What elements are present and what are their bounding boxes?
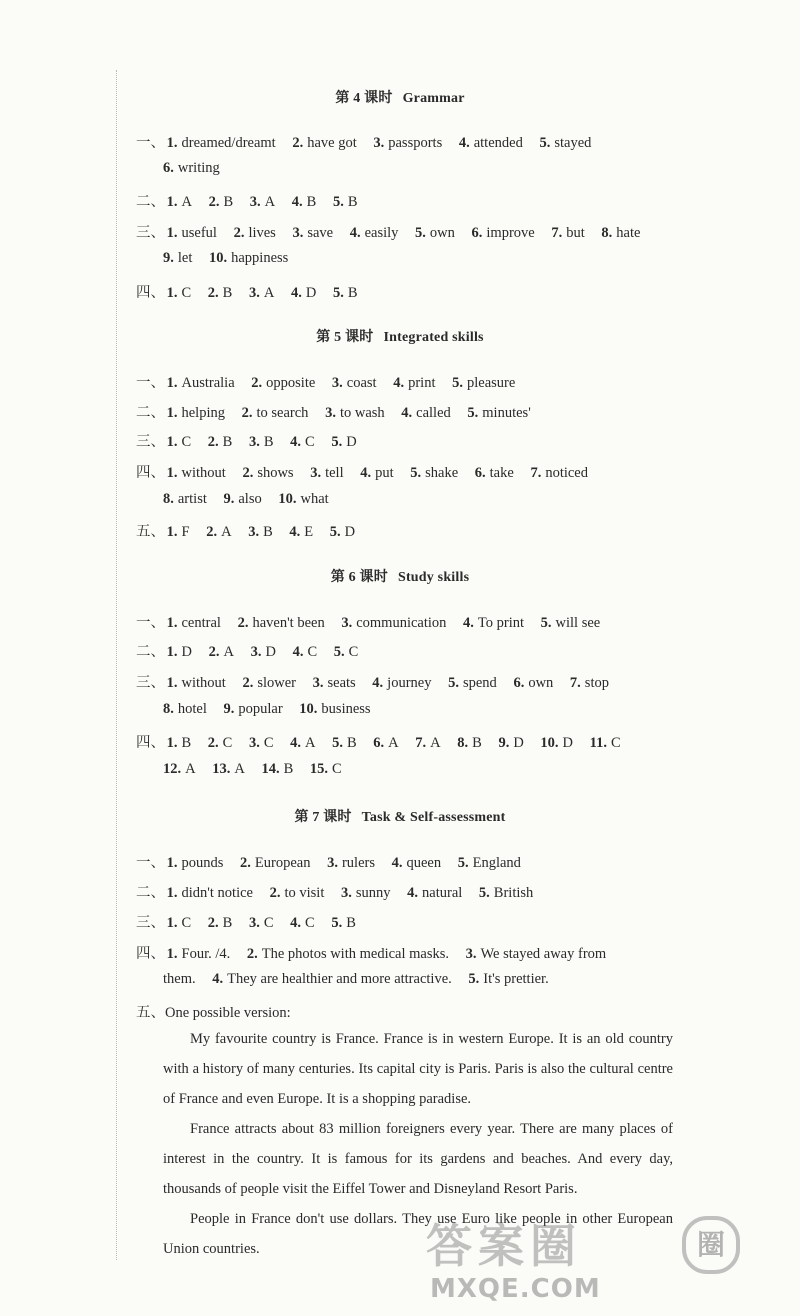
item-number: 5. <box>478 885 490 901</box>
item-number: 3. <box>327 855 338 871</box>
lesson-title: Study skills <box>397 570 470 585</box>
answer: own <box>528 675 554 691</box>
part-mark: 四、 <box>136 285 165 301</box>
item-number: 4. <box>289 524 301 540</box>
item-number: 12. <box>163 761 182 777</box>
part-mark: 五、 <box>136 524 165 540</box>
answer: B <box>347 735 357 751</box>
answer: D <box>265 644 276 660</box>
answer: shake <box>425 465 459 481</box>
answer: A <box>430 735 441 751</box>
answer: It's prettier. <box>483 971 549 987</box>
lesson-number: 第 5 课时 <box>316 330 374 345</box>
item-number: 1. <box>166 225 178 241</box>
item-number: 4. <box>291 194 303 210</box>
answer: stop <box>584 675 609 691</box>
answer-row <box>163 250 301 267</box>
answer: to visit <box>284 885 325 901</box>
answer: B <box>222 285 233 301</box>
binding-margin-rule <box>116 70 117 1260</box>
answer: B <box>222 434 233 450</box>
item-number: 4. <box>290 285 302 301</box>
watermark-badge: 圈 <box>682 1216 740 1274</box>
item-number: 8. <box>457 735 469 751</box>
answer: hotel <box>177 701 207 717</box>
lesson-title: Grammar <box>402 91 465 106</box>
watermark <box>420 1210 790 1310</box>
item-number: 2. <box>242 675 254 691</box>
answer: B <box>223 194 234 210</box>
item-number: 9. <box>163 250 174 266</box>
answer: Australia <box>181 375 235 391</box>
answer: but <box>566 225 585 241</box>
answer: sunny <box>355 885 391 901</box>
item-number: 3. <box>341 885 352 901</box>
item-number: 1. <box>166 855 178 871</box>
answer: take <box>489 465 514 481</box>
item-number: 1. <box>166 135 178 151</box>
item-number: 4. <box>290 915 302 931</box>
item-number: 1. <box>166 675 178 691</box>
lesson-title: Task & Self-assessment <box>361 810 506 825</box>
answer: pounds <box>181 855 224 871</box>
answer: European <box>254 855 311 871</box>
item-number: 3. <box>249 194 261 210</box>
item-number: 4. <box>290 434 302 450</box>
part-mark: 二、 <box>136 885 165 901</box>
sample-intro: One possible version: <box>165 1005 291 1021</box>
answer: save <box>307 225 334 241</box>
answer: put <box>375 465 394 481</box>
item-number: 2. <box>207 434 219 450</box>
answer: A <box>181 194 192 210</box>
watermark-url: MXQE.COM <box>430 1274 601 1304</box>
answer: B <box>181 735 192 751</box>
part-mark: 一、 <box>136 615 165 631</box>
item-number: 2. <box>269 885 281 901</box>
answer: A <box>388 735 399 751</box>
item-number: 6. <box>163 160 174 176</box>
item-number: 4. <box>290 735 302 751</box>
answer: C <box>181 434 192 450</box>
watermark-text: 答案圈 <box>426 1219 582 1273</box>
item-number: 4. <box>360 465 372 481</box>
answer: C <box>305 915 315 931</box>
answer: C <box>610 735 621 751</box>
item-number: 9. <box>498 735 510 751</box>
item-number: 5. <box>539 135 551 151</box>
answer: B <box>472 735 482 751</box>
item-number: 1. <box>166 915 178 931</box>
answer: noticed <box>545 465 588 481</box>
item-number: 3. <box>248 434 260 450</box>
item-number: 5. <box>332 735 343 751</box>
answer: have got <box>307 135 357 151</box>
answer: business <box>321 701 371 717</box>
item-number: 4. <box>401 405 413 421</box>
item-number: 2. <box>233 225 245 241</box>
item-number: 1. <box>166 405 178 421</box>
sample-paragraph-2: France attracts about 83 million foreigners every year. There are many places of interest in the country. It is famous for its gardens and beaches. And every day, thousands of people visit the Eiffel Tower and Disneyland Resort Paris. <box>163 1121 673 1197</box>
item-number: 5. <box>540 615 552 631</box>
item-number: 7. <box>530 465 542 481</box>
answer-row <box>163 491 342 508</box>
item-number: 2. <box>208 194 220 210</box>
item-number: 1. <box>166 524 178 540</box>
answer: seats <box>327 675 356 691</box>
answer: British <box>493 885 534 901</box>
item-number: 3. <box>341 615 353 631</box>
answer: coast <box>346 375 377 391</box>
part-mark: 二、 <box>136 405 165 421</box>
lesson-number: 第 7 课时 <box>294 810 352 825</box>
part-mark: 一、 <box>136 855 165 871</box>
item-number: 10. <box>540 735 559 751</box>
answer: rulers <box>341 855 375 871</box>
answer-row <box>136 221 653 242</box>
answer: F <box>181 524 190 540</box>
section-heading-lesson-4 <box>0 87 800 107</box>
item-number: 9. <box>223 491 235 507</box>
item-number: 4. <box>393 375 405 391</box>
answer: C <box>181 915 192 931</box>
answer-row <box>136 942 619 963</box>
item-number: 1. <box>166 434 178 450</box>
part-mark: 四、 <box>136 946 165 962</box>
sample-paragraph-3: People in France don't use dollars. They use Euro like people in other European Union countries. <box>163 1211 673 1257</box>
answer: B <box>263 434 274 450</box>
answer: to wash <box>339 405 385 421</box>
item-number: 2. <box>251 375 263 391</box>
answer: tell <box>325 465 344 481</box>
item-number: 7. <box>569 675 581 691</box>
part-mark: 一、 <box>136 375 165 391</box>
part-mark: 二、 <box>136 194 165 210</box>
item-number: 2. <box>242 465 254 481</box>
answer: lives <box>248 225 276 241</box>
item-number: 1. <box>166 285 178 301</box>
item-number: 7. <box>415 735 427 751</box>
item-number: 5. <box>457 855 469 871</box>
answer: dreamed/dreamt <box>181 135 276 151</box>
item-number: 5. <box>468 971 480 987</box>
answer: A <box>234 761 245 777</box>
answer: C <box>222 735 233 751</box>
answer: improve <box>486 225 535 241</box>
lesson-number: 第 4 课时 <box>335 91 393 106</box>
item-number: 2. <box>237 615 249 631</box>
answer-row <box>136 1001 291 1022</box>
answer: shows <box>257 465 294 481</box>
answer: B <box>283 761 294 777</box>
answer: useful <box>181 225 217 241</box>
item-number: 3. <box>312 675 324 691</box>
answer: opposite <box>266 375 316 391</box>
answer: B <box>347 285 358 301</box>
item-number: 2. <box>241 405 253 421</box>
answer: C <box>307 644 318 660</box>
item-number: 10. <box>299 701 318 717</box>
item-number: 10. <box>209 250 228 266</box>
answer-row <box>136 190 370 211</box>
answer-row <box>163 971 562 988</box>
answer: B <box>263 524 273 540</box>
part-mark: 四、 <box>136 465 165 481</box>
section-heading-lesson-7 <box>0 806 800 826</box>
answer: D <box>562 735 574 751</box>
item-number: 1. <box>166 615 178 631</box>
item-number: 3. <box>373 135 385 151</box>
answer: D <box>346 434 357 450</box>
item-number: 6. <box>513 675 525 691</box>
item-number: 1. <box>166 375 178 391</box>
answer: also <box>238 491 262 507</box>
item-number: 2. <box>208 644 220 660</box>
answer: They are healthier and more attractive. <box>227 971 452 987</box>
item-number: 7. <box>551 225 563 241</box>
item-number: 2. <box>207 735 219 751</box>
item-number: 5. <box>332 285 344 301</box>
item-number: 5. <box>332 194 344 210</box>
answer: called <box>416 405 451 421</box>
answer: Four. /4. <box>181 946 231 962</box>
answer: own <box>429 225 455 241</box>
answer: B <box>222 915 233 931</box>
item-number: 2. <box>246 946 258 962</box>
section-heading-lesson-5 <box>0 326 800 346</box>
answer: will see <box>555 615 601 631</box>
item-number: 6. <box>471 225 483 241</box>
answer: A <box>221 524 232 540</box>
answer: D <box>344 524 356 540</box>
answer: B <box>346 915 356 931</box>
answer-row <box>136 911 369 932</box>
part-mark: 二、 <box>136 644 165 660</box>
part-mark: 三、 <box>136 225 165 241</box>
item-number: 11. <box>589 735 607 751</box>
item-number: 2. <box>207 915 219 931</box>
item-number: 5. <box>452 375 463 391</box>
item-number: 5. <box>333 644 345 660</box>
item-number: 13. <box>212 761 231 777</box>
answer-row <box>136 731 634 752</box>
answer-row <box>136 671 622 692</box>
answer: communication <box>356 615 447 631</box>
item-number: 1. <box>166 946 178 962</box>
answer: minutes' <box>482 405 531 421</box>
item-number: 5. <box>410 465 422 481</box>
item-number: 1. <box>166 885 178 901</box>
answer: without <box>181 465 226 481</box>
answer: natural <box>422 885 463 901</box>
answer: To print <box>477 615 525 631</box>
answer: what <box>300 491 329 507</box>
item-number: 1. <box>166 644 178 660</box>
answer: passports <box>388 135 443 151</box>
answer-row <box>136 640 371 661</box>
sample-paragraph-1: My favourite country is France. France is in western Europe. It is an old country with a history of many centuries. Its capital city is Paris. Paris is also the cultural centre of France and even Europe. It is a shopping paradise. <box>163 1031 673 1107</box>
item-number: 4. <box>463 615 474 631</box>
item-number: 5. <box>331 434 343 450</box>
lesson-number: 第 6 课时 <box>330 570 388 585</box>
part-mark: 三、 <box>136 915 165 931</box>
item-number: 2. <box>207 285 219 301</box>
answer: stayed <box>554 135 592 151</box>
answer-row <box>136 430 370 451</box>
item-number: 15. <box>309 761 329 777</box>
item-number: 3. <box>248 285 260 301</box>
answer: A <box>264 194 276 210</box>
item-number: 3. <box>310 465 322 481</box>
answer: hate <box>616 225 641 241</box>
item-number: 2. <box>240 855 251 871</box>
answer: C <box>305 434 315 450</box>
answer-row <box>163 701 384 718</box>
part-mark: 五、 <box>136 1005 165 1021</box>
answer-row <box>136 371 528 392</box>
answer: happiness <box>231 250 289 266</box>
item-number: 5. <box>329 524 341 540</box>
answer: slower <box>257 675 296 691</box>
answer: artist <box>177 491 207 507</box>
part-mark: 四、 <box>136 735 165 751</box>
item-number: 4. <box>212 971 224 987</box>
item-number: 5. <box>415 225 426 241</box>
item-number: 8. <box>163 491 174 507</box>
item-number: 1. <box>166 465 178 481</box>
item-number: 3. <box>250 644 262 660</box>
answer-row <box>136 281 370 302</box>
item-number: 9. <box>223 701 235 717</box>
part-mark: 一、 <box>136 135 165 151</box>
answer: D <box>513 735 524 751</box>
item-number: 4. <box>458 135 470 151</box>
item-number: 4. <box>292 644 304 660</box>
answer: The photos with medical masks. <box>261 946 450 962</box>
item-number: 2. <box>292 135 304 151</box>
answer-row <box>136 461 601 482</box>
answer: B <box>347 194 358 210</box>
answer: pleasure <box>466 375 516 391</box>
answer-row <box>136 611 613 632</box>
item-number: 3. <box>331 375 343 391</box>
answer: didn't notice <box>181 885 253 901</box>
answer: haven't been <box>252 615 325 631</box>
item-number: 3. <box>292 225 304 241</box>
item-number: 3. <box>248 735 260 751</box>
answer: D <box>181 644 192 660</box>
item-number: 2. <box>206 524 218 540</box>
section-heading-lesson-6 <box>0 566 800 586</box>
answer-row <box>136 851 534 872</box>
answer: E <box>304 524 314 540</box>
answer: C <box>332 761 342 777</box>
item-number: 3. <box>248 915 260 931</box>
answer-row <box>136 881 546 902</box>
item-number: 14. <box>261 761 280 777</box>
answer: B <box>306 194 317 210</box>
answer: C <box>181 285 192 301</box>
item-number: 10. <box>278 491 297 507</box>
answer: C <box>348 644 359 660</box>
answer-continuation: them. <box>163 971 196 987</box>
item-number: 3. <box>325 405 336 421</box>
answer: A <box>185 761 196 777</box>
answer: without <box>181 675 226 691</box>
answer: central <box>181 615 221 631</box>
answer: C <box>263 735 274 751</box>
item-number: 4. <box>407 885 419 901</box>
answer: C <box>263 915 274 931</box>
item-number: 6. <box>373 735 385 751</box>
answer: writing <box>177 160 220 176</box>
answer-row <box>136 401 544 422</box>
answer: to search <box>256 405 309 421</box>
item-number: 1. <box>166 735 178 751</box>
item-number: 4. <box>349 225 361 241</box>
answer: queen <box>406 855 442 871</box>
answer: attended <box>473 135 523 151</box>
item-number: 3. <box>248 524 260 540</box>
answer-row <box>136 520 368 541</box>
item-number: 3. <box>465 946 477 962</box>
answer: England <box>472 855 521 871</box>
answer: spend <box>462 675 497 691</box>
answer: A <box>305 735 316 751</box>
answer-row <box>136 131 604 152</box>
answer: popular <box>238 701 283 717</box>
item-number: 4. <box>391 855 403 871</box>
item-number: 1. <box>166 194 178 210</box>
item-number: 5. <box>331 915 343 931</box>
answer-row <box>163 761 355 778</box>
item-number: 8. <box>601 225 613 241</box>
part-mark: 三、 <box>136 434 165 450</box>
answer: D <box>305 285 317 301</box>
lesson-title: Integrated skills <box>383 330 484 345</box>
item-number: 5. <box>467 405 479 421</box>
answer: A <box>263 285 275 301</box>
answer: journey <box>387 675 432 691</box>
answer: let <box>177 250 193 266</box>
answer: print <box>408 375 436 391</box>
answer-row <box>163 160 233 177</box>
answer: easily <box>364 225 399 241</box>
item-number: 6. <box>474 465 486 481</box>
answer: A <box>223 644 234 660</box>
item-number: 8. <box>163 701 174 717</box>
part-mark: 三、 <box>136 675 165 691</box>
answer: helping <box>181 405 225 421</box>
item-number: 5. <box>448 675 459 691</box>
answer: We stayed away from <box>480 946 607 962</box>
item-number: 4. <box>372 675 384 691</box>
